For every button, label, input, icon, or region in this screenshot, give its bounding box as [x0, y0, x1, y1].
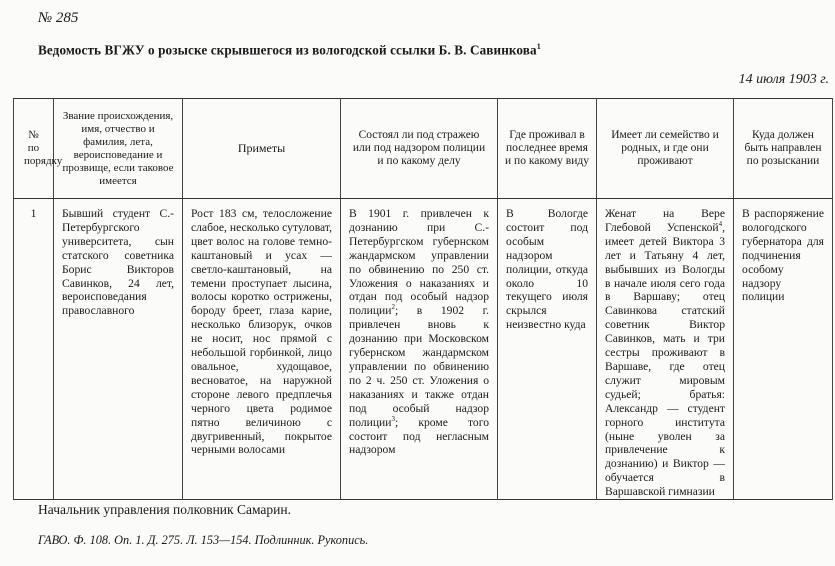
cell-description: Рост 183 см, телосложение слабое, несколько сутуловат, цвет волос на голове темно-каштановый и усах — светло-каштановый, на темени проступает лысина, волосы коротко острижены, бороду бреет, глаза карие, несколько близорук, очков не носит, нос прямой с небольшой горбинкой, лицо овальное, худощавое, весноватое, на наружной стороне левого предплечья черного цвета родимое пятно величиною с двугривенный, покрытое черными волосами [183, 199, 341, 500]
header-description: Приметы [183, 99, 341, 199]
archive-source: ГАВО. Ф. 108. Оп. 1. Д. 275. Л. 153—154. Подлинник. Рукопись. [38, 533, 369, 547]
header-number: № по порядку [14, 99, 54, 199]
custody-text-2: ; в 1902 г. привлечен вновь к дознанию при Московском губернском жандармском управлении по обвинению по 2 ч. 250 ст. Уложения о наказаниях и также отдан под особый надзор полиции [349, 304, 489, 429]
header-family: Имеет ли семейство и родных, и где они проживают [597, 99, 734, 199]
header-residence: Где проживал в последнее время и по какому виду [498, 99, 597, 199]
footnote-marker-2: 2 [391, 303, 395, 312]
document-number: № 285 [38, 10, 79, 26]
document-title-text: Ведомость ВГЖУ о розыске скрывшегося из вологодской ссылки Б. В. Савинкова [38, 42, 537, 58]
footnote-marker-4: 4 [718, 220, 723, 229]
header-destination: Куда должен быть направлен по розыскании [734, 99, 833, 199]
header-custody: Состоял ли под стражею или под надзором полиции и по какому делу [341, 99, 498, 199]
footnote-marker-3: 3 [391, 414, 395, 423]
title-footnote-marker: 1 [536, 42, 541, 51]
cell-number: 1 [14, 199, 54, 500]
table-row [14, 199, 833, 500]
cell-custody [341, 199, 498, 500]
family-text-2: , имеет детей Виктора 3 лет и Татьяну 4 лет, выбывших из Вологды в начале июля сего года в Варшаву; отец Савинкова статский советник Виктор Савинков, мать и три сестры проживают в Варшаве, где отец служит мировым судьей; братья: Александр — студент горного института (ныне уволен за привлечение к дознанию) и Виктор — обучается в Варшавской гимназии [605, 220, 725, 499]
table-header-row [14, 99, 833, 199]
document-title [38, 42, 541, 58]
custody-text-1: В 1901 г. привлечен к дознанию при С.-Петербургском губернском жандармском управлении по обвинению по 250 ст. Уложения о наказаниях и отдан под особый надзор полиции [349, 207, 489, 318]
signature-line: Начальник управления полковник Самарин. [38, 502, 291, 517]
search-ledger-table [13, 98, 833, 500]
cell-identity: Бывший студент С.-Петербургского университета, сын статского советника Борис Викторов Савинков, 24 лет, вероисповедания православного [54, 199, 183, 500]
cell-residence: В Вологде состоит под особым надзором полиции, откуда около 10 текущего июля скрылся неизвестно куда [498, 199, 597, 500]
family-text-1: Женат на Вере Глебовой Успенской [605, 207, 725, 234]
cell-destination: В распоряжение вологодского губернатора для подчинения особому надзору полиции [734, 199, 833, 500]
header-identity: Звание происхождения, имя, отчество и фамилия, лета, вероисповедание и прозвище, если таковое имеется [54, 99, 183, 199]
custody-text-3: ; кроме того состоит под негласным надзором [349, 415, 489, 457]
cell-family [597, 199, 734, 500]
document-date: 14 июля 1903 г. [738, 72, 829, 87]
